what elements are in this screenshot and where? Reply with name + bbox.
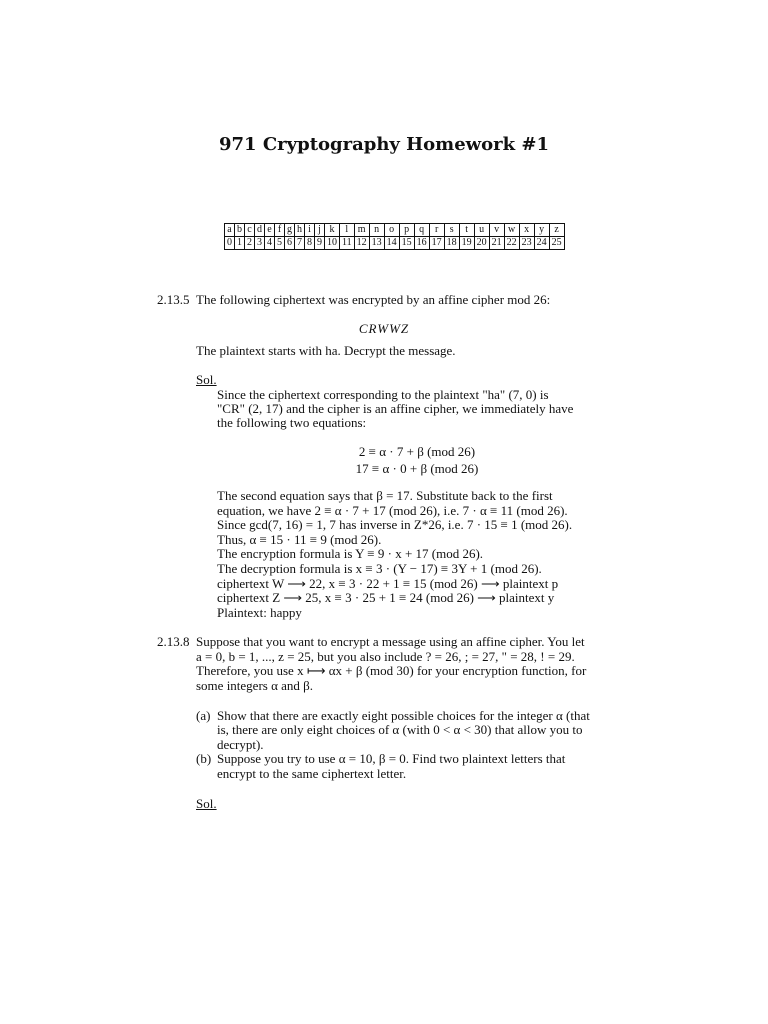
equation-2: 17 ≡ α · 0 + β (mod 26) [355, 461, 479, 476]
letter-cell: z [549, 224, 564, 237]
letter-cell: g [285, 224, 295, 237]
problem-line: some integers α and β. [196, 678, 314, 693]
number-cell: 8 [305, 237, 315, 250]
problem-number: 2.13.5 [157, 292, 190, 307]
problem-line: Therefore, you use x ⟼ αx + β (mod 30) for your encryption function, for [196, 663, 587, 678]
problem-statement: The following ciphertext was encrypted by an affine cipher mod 26: [196, 292, 551, 307]
letter-cell: b [235, 224, 245, 237]
instruction: The plaintext starts with ha. Decrypt the message. [196, 343, 456, 358]
solution-line: the following two equations: [217, 415, 367, 430]
letter-cell: f [275, 224, 285, 237]
problem-line: a = 0, b = 1, ..., z = 25, but you also include ? = 26, ; = 27, " = 28, ! = 29. [196, 649, 575, 664]
letter-cell: p [399, 224, 414, 237]
number-cell: 13 [369, 237, 384, 250]
letter-cell: u [474, 224, 489, 237]
part-a-line: is, there are only eight choices of α (with 0 < α < 30) that allow you to [217, 722, 583, 737]
solution-line: "CR" (2, 17) and the cipher is an affine cipher, we immediately have [217, 401, 574, 416]
part-a-line: decrypt). [217, 737, 264, 752]
solution-label: Sol. [196, 796, 217, 811]
part-a-label: (a) [196, 708, 211, 723]
part-b-label: (b) [196, 751, 212, 766]
letter-cell: w [504, 224, 519, 237]
number-cell: 11 [340, 237, 355, 250]
number-cell: 3 [255, 237, 265, 250]
number-cell: 6 [285, 237, 295, 250]
number-cell: 21 [489, 237, 504, 250]
letter-cell: l [340, 224, 355, 237]
letter-cell: c [245, 224, 255, 237]
number-cell: 24 [534, 237, 549, 250]
solution-label: Sol. [196, 372, 217, 387]
solution-line: Since gcd(7, 16) = 1, 7 has inverse in Z*26, i.e. 7 · 15 ≡ 1 (mod 26). [217, 517, 573, 532]
number-cell: 23 [519, 237, 534, 250]
letter-cell: j [315, 224, 325, 237]
solution-line: ciphertext W ⟶ 22, x ≡ 3 · 22 + 1 ≡ 15 (mod 26) ⟶ plaintext p [217, 576, 559, 591]
number-cell: 10 [325, 237, 340, 250]
letter-cell: e [265, 224, 275, 237]
solution-line: Plaintext: happy [217, 605, 302, 620]
solution-line: The second equation says that β = 17. Substitute back to the first [217, 488, 553, 503]
numbers-row [225, 237, 565, 250]
number-cell: 4 [265, 237, 275, 250]
letter-cell: k [325, 224, 340, 237]
page-title: 971 Cryptography Homework #1 [219, 134, 549, 155]
part-a-line: Show that there are exactly eight possible choices for the integer α (that [217, 708, 590, 723]
letter-cell: a [225, 224, 235, 237]
solution-line: The decryption formula is x ≡ 3 · (Y − 17) ≡ 3Y + 1 (mod 26). [217, 561, 542, 576]
number-cell: 20 [474, 237, 489, 250]
number-cell: 12 [354, 237, 369, 250]
letters-row [225, 224, 565, 237]
equation-1: 2 ≡ α · 7 + β (mod 26) [358, 444, 476, 459]
number-cell: 1 [235, 237, 245, 250]
letter-cell: q [414, 224, 429, 237]
number-cell: 7 [295, 237, 305, 250]
letter-cell: n [369, 224, 384, 237]
problem-line: Suppose that you want to encrypt a message using an affine cipher. You let [196, 634, 585, 649]
part-b-line: Suppose you try to use α = 10, β = 0. Find two plaintext letters that [217, 751, 566, 766]
letter-cell: s [444, 224, 459, 237]
part-b-line: encrypt to the same ciphertext letter. [217, 766, 407, 781]
letter-cell: i [305, 224, 315, 237]
letter-cell: v [489, 224, 504, 237]
letter-cell: x [519, 224, 534, 237]
solution-line: ciphertext Z ⟶ 25, x ≡ 3 · 25 + 1 ≡ 24 (mod 26) ⟶ plaintext y [217, 590, 555, 605]
number-cell: 17 [429, 237, 444, 250]
letter-cell: r [429, 224, 444, 237]
letter-cell: y [534, 224, 549, 237]
solution-line: Since the ciphertext corresponding to the plaintext "ha" (7, 0) is [217, 387, 549, 402]
number-cell: 16 [414, 237, 429, 250]
letter-cell: d [255, 224, 265, 237]
number-cell: 25 [549, 237, 564, 250]
solution-line: The encryption formula is Y ≡ 9 · x + 17 (mod 26). [217, 546, 484, 561]
number-cell: 15 [399, 237, 414, 250]
letter-cell: t [459, 224, 474, 237]
alphabet-table [224, 223, 565, 250]
number-cell: 14 [384, 237, 399, 250]
number-cell: 9 [315, 237, 325, 250]
problem-number: 2.13.8 [157, 634, 190, 649]
number-cell: 0 [225, 237, 235, 250]
letter-cell: o [384, 224, 399, 237]
letter-cell: m [354, 224, 369, 237]
number-cell: 19 [459, 237, 474, 250]
solution-line: equation, we have 2 ≡ α · 7 + 17 (mod 26), i.e. 7 · α ≡ 11 (mod 26). [217, 503, 568, 518]
solution-line: Thus, α ≡ 15 · 11 ≡ 9 (mod 26). [217, 532, 382, 547]
number-cell: 18 [444, 237, 459, 250]
ciphertext: CRWWZ [358, 321, 410, 336]
number-cell: 5 [275, 237, 285, 250]
number-cell: 2 [245, 237, 255, 250]
letter-cell: h [295, 224, 305, 237]
number-cell: 22 [504, 237, 519, 250]
